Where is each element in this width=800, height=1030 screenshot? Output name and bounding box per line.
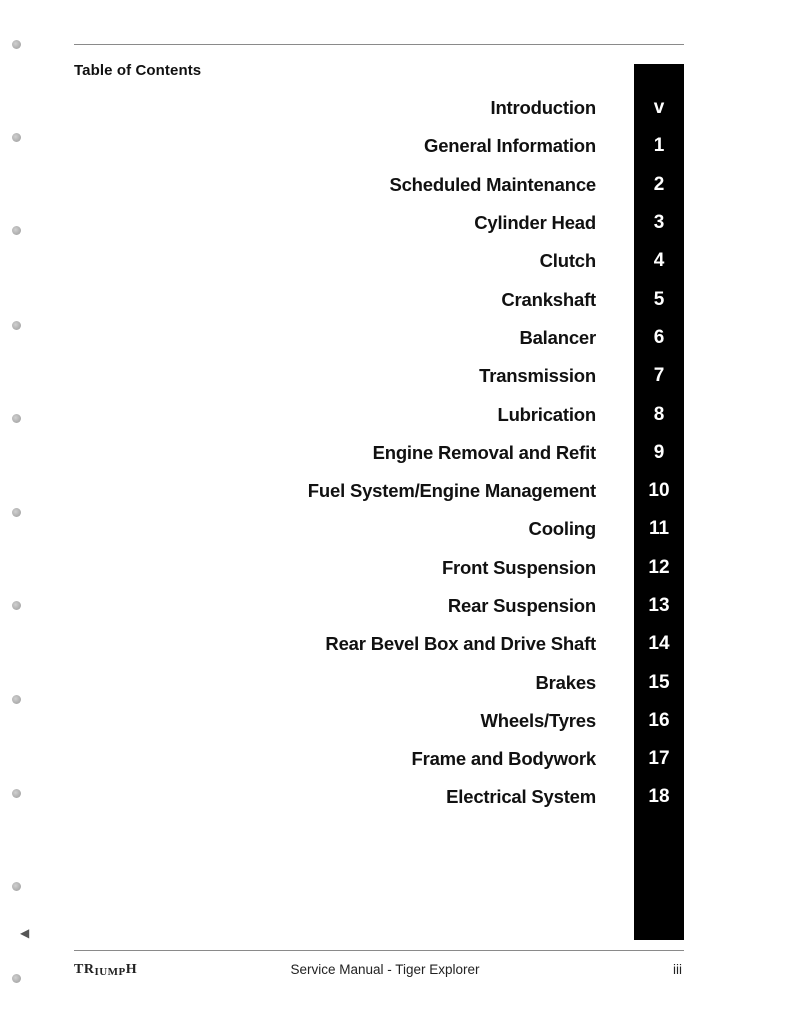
toc-entry[interactable]	[240, 778, 684, 816]
toc-entry-section-number: 9	[653, 441, 665, 463]
toc-entry[interactable]	[240, 395, 684, 433]
toc-entry-title: Transmission	[479, 365, 596, 387]
toc-entry[interactable]	[240, 702, 684, 740]
punch-hole-icon	[12, 601, 21, 610]
punch-hole-icon	[12, 414, 21, 423]
punch-hole-icon	[12, 882, 21, 891]
toc-entry-title: Electrical System	[446, 786, 596, 808]
arrow-left-icon: ◀	[20, 926, 30, 940]
toc-entry-title: General Information	[424, 135, 596, 157]
header-rule	[74, 44, 684, 45]
toc-entry-title: Cooling	[528, 518, 596, 540]
punch-hole-icon	[12, 508, 21, 517]
toc-entry[interactable]	[240, 472, 684, 510]
toc-entry-title: Cylinder Head	[474, 212, 596, 234]
toc-entry-section-number: 2	[653, 173, 665, 195]
toc-entry-section-number: 14	[648, 633, 670, 655]
toc-entry[interactable]	[240, 319, 684, 357]
toc-entry-title: Rear Suspension	[447, 595, 596, 616]
toc-entry[interactable]	[240, 357, 684, 395]
punch-hole-icon	[12, 695, 21, 704]
toc-entry-title: Balancer	[519, 326, 596, 348]
page-title: Table of Contents	[74, 62, 202, 79]
toc-entry-section-number: 17	[648, 748, 670, 770]
toc-entry-section-number: 1	[653, 135, 665, 157]
toc-entry-section-number: 3	[653, 212, 665, 234]
toc-entry-title: Rear Bevel Box and Drive Shaft	[325, 633, 596, 655]
toc-entry-section-number: 16	[648, 709, 670, 731]
punch-hole-icon	[12, 974, 21, 983]
toc-entry[interactable]	[240, 204, 684, 242]
punch-hole-icon	[12, 40, 21, 49]
toc-entry-title: Introduction	[490, 97, 596, 119]
toc-entry-title: Wheels/Tyres	[480, 709, 596, 731]
footer-page-number: iii	[673, 962, 682, 977]
toc-entry[interactable]	[240, 434, 684, 472]
toc-entry-section-number: 10	[648, 480, 670, 502]
toc-entry-section-number: v	[653, 97, 665, 119]
toc-entry-section-number: 7	[653, 365, 665, 387]
toc-entry[interactable]	[240, 89, 684, 127]
punch-hole-icon	[12, 789, 21, 798]
toc-entry-section-number: 5	[653, 288, 665, 310]
toc-entry-title: Fuel System/Engine Management	[307, 480, 596, 502]
footer-rule	[74, 950, 684, 951]
toc-entry-title: Brakes	[535, 671, 596, 693]
toc-entry[interactable]	[240, 625, 684, 663]
toc-entry[interactable]	[240, 166, 684, 204]
toc-entry[interactable]	[240, 549, 684, 587]
toc-entry-section-number: 8	[653, 403, 665, 425]
toc-entry[interactable]	[240, 587, 684, 625]
toc-entry[interactable]	[240, 127, 684, 165]
punch-hole-icon	[12, 226, 21, 235]
toc-entry-title: Clutch	[539, 250, 596, 272]
toc-entry-section-number: 4	[653, 250, 665, 272]
toc-entry[interactable]	[240, 280, 684, 318]
toc-entry-section-number: 15	[648, 671, 670, 693]
toc-entry[interactable]	[240, 242, 684, 280]
toc-entry-section-number: 6	[653, 326, 665, 348]
toc-entry-title: Frame and Bodywork	[411, 748, 596, 770]
toc-entry[interactable]	[240, 663, 684, 701]
toc-entry-title: Front Suspension	[441, 556, 596, 578]
punch-hole-icon	[12, 321, 21, 330]
footer-document-title: Service Manual - Tiger Explorer	[290, 962, 480, 977]
triumph-logo: TRIUMPH	[74, 962, 138, 978]
toc-entry-section-number: 12	[648, 556, 670, 578]
toc-entry-title: Scheduled Maintenance	[389, 173, 596, 195]
toc-entry-section-number: 13	[648, 595, 670, 616]
toc-entry-title: Crankshaft	[501, 288, 596, 310]
toc-entry[interactable]	[240, 740, 684, 778]
toc-entry[interactable]	[240, 510, 684, 548]
toc-entry-title: Engine Removal and Refit	[372, 441, 596, 463]
toc-entry-section-number: 11	[648, 518, 670, 540]
punch-hole-icon	[12, 133, 21, 142]
toc-entry-section-number: 18	[648, 786, 670, 808]
toc-entry-title: Lubrication	[497, 403, 596, 425]
table-of-contents	[240, 89, 684, 817]
